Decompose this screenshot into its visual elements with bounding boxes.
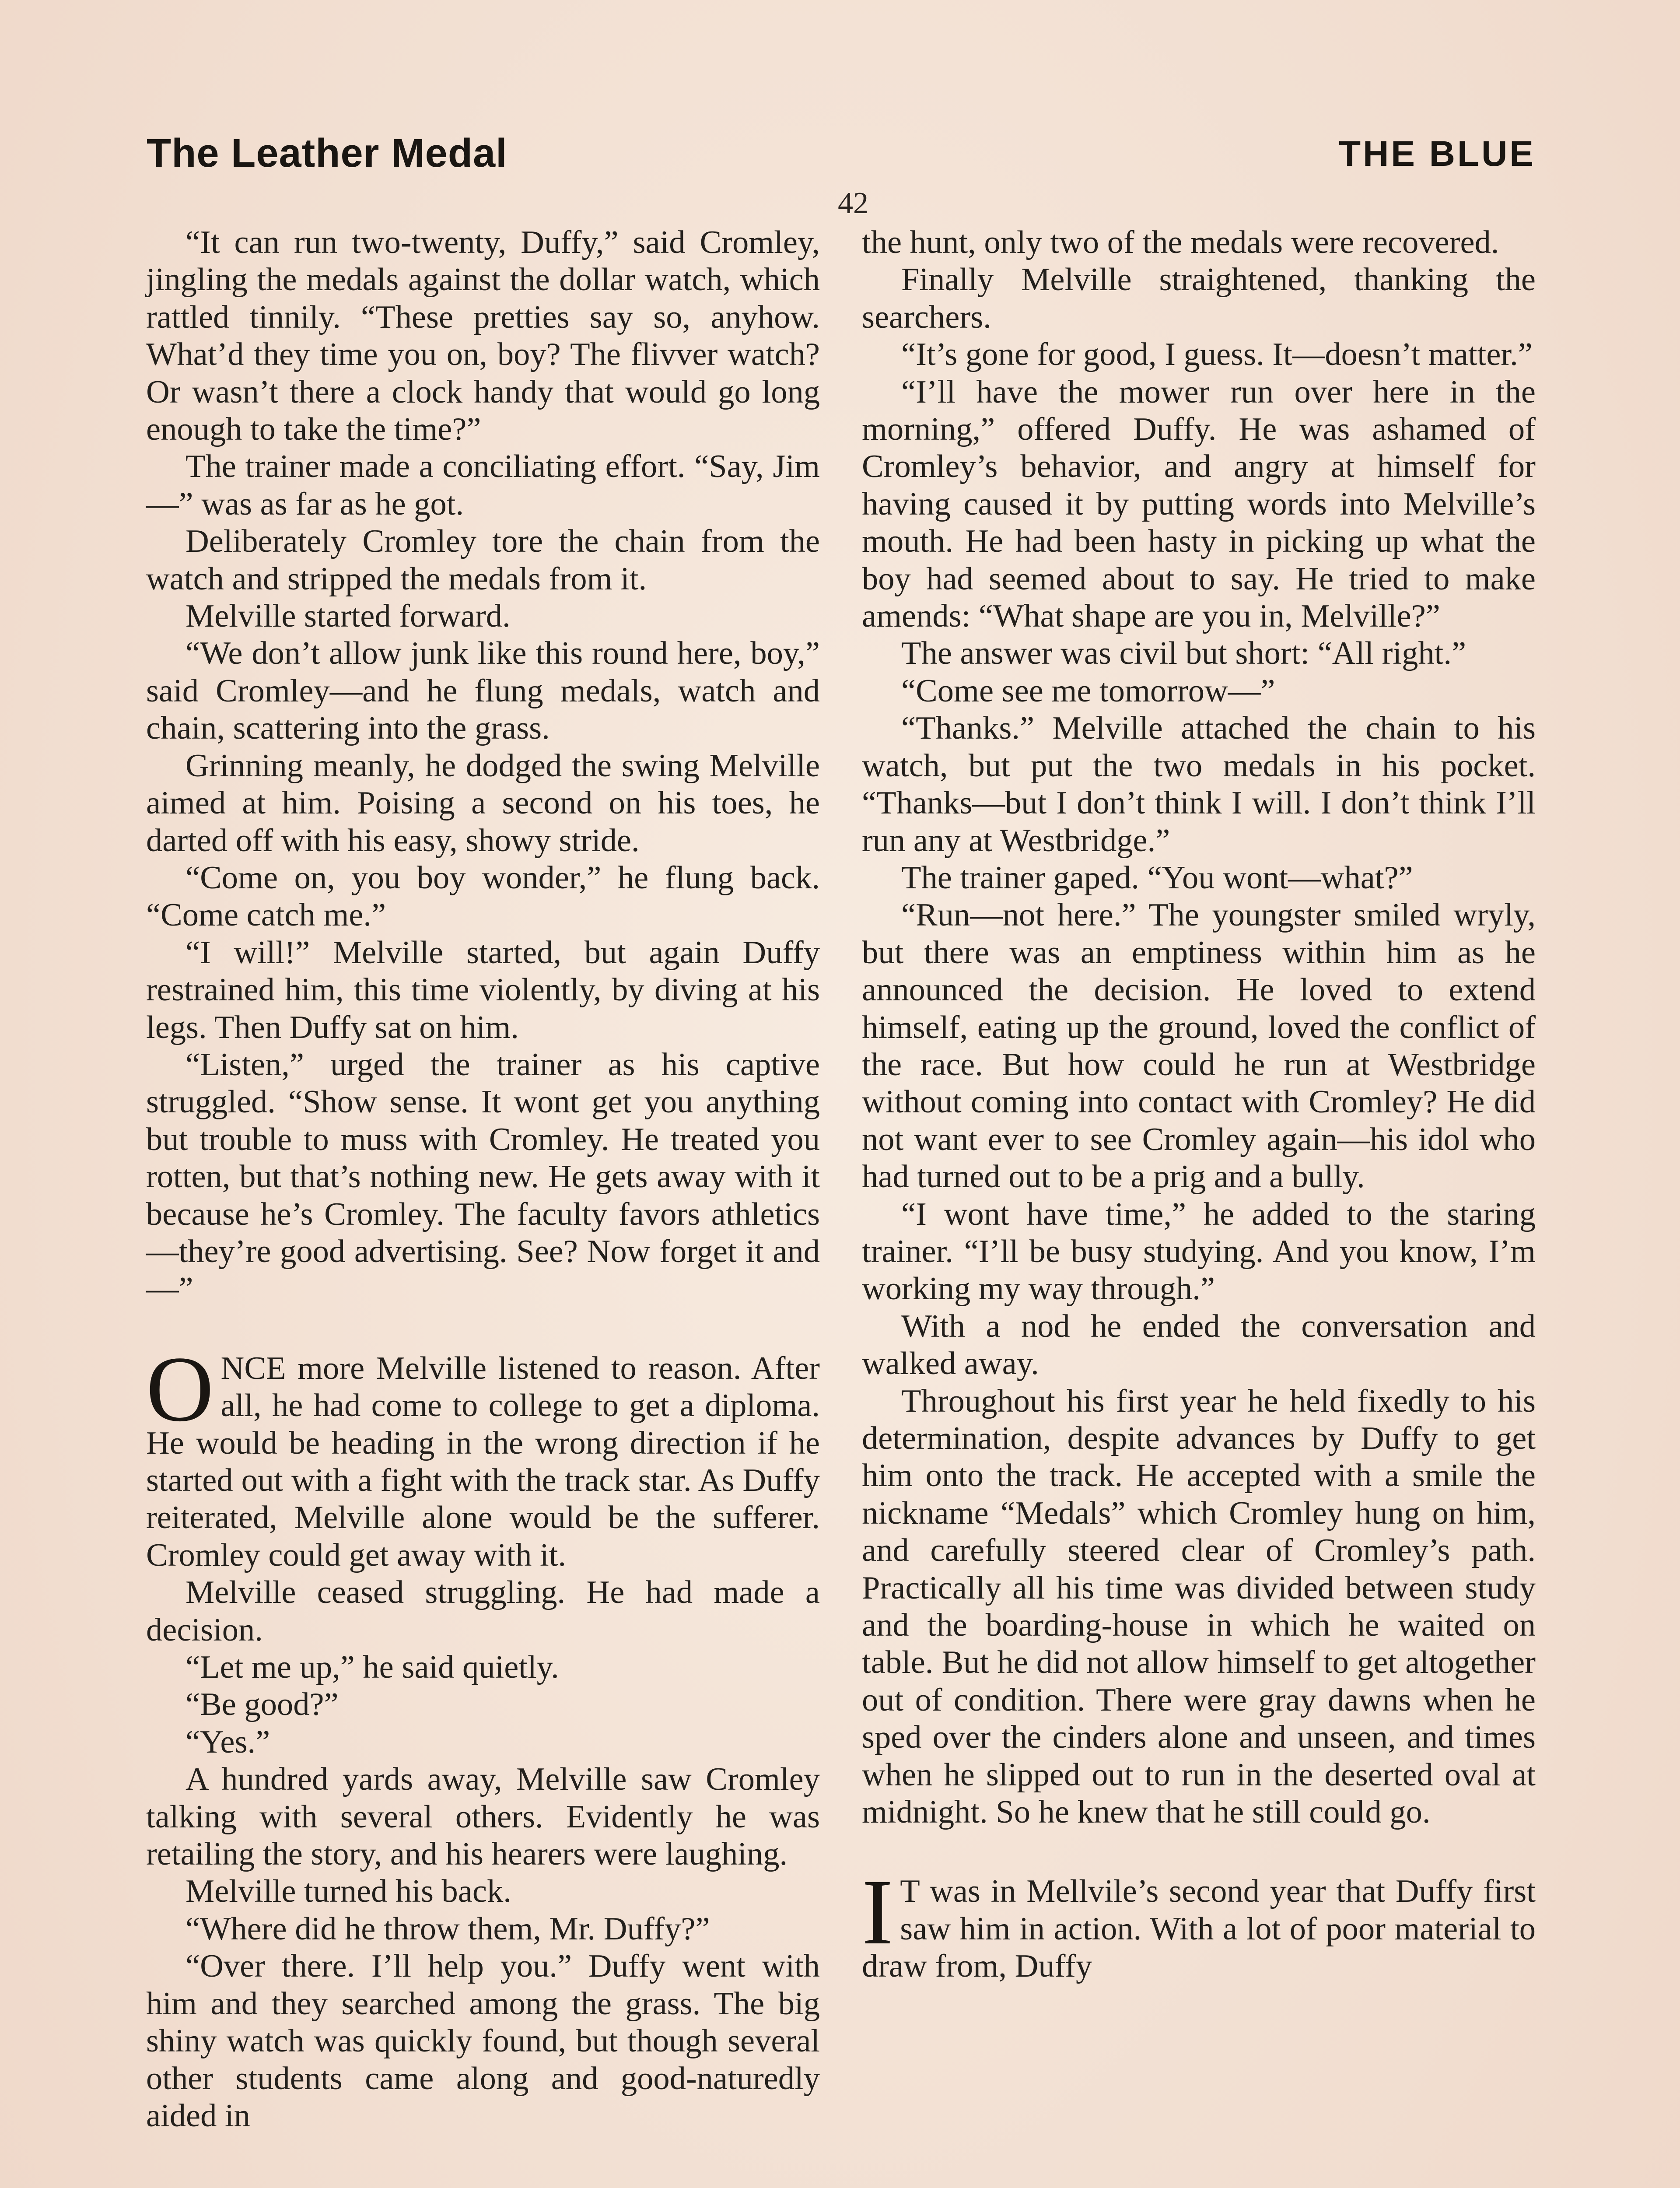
paragraph: “Over there. I’ll help you.” Duffy went with him and they searched among the grass. The big shiny watch was quickly found, but though several other students came along and good-naturedly aided in (146, 1948, 820, 2134)
paragraph: Deliberately Cromley tore the chain from the watch and stripped the medals from it. (146, 523, 820, 597)
paragraph: The trainer made a conciliating effort. “Say, Jim—” was as far as he got. (146, 449, 820, 522)
paragraph: “Listen,” urged the trainer as his captive struggled. “Show sense. It wont get you anything but trouble to muss with Cromley. He treated you rotten, but that’s nothing new. He gets away with it because he’s Cromley. The faculty favors athletics—they’re good advertising. See? Now forget it and—” (146, 1046, 820, 1307)
drop-cap: I (862, 1860, 893, 1964)
section-opening-text: NCE more Melville listened to reason. After all, he had come to college to get a diploma. He would be heading in the wrong direction if he started out with a fight with the track star. As Duffy reiterated, Melville alone would be the sufferer. Cromley could get away with it. (146, 1350, 820, 1573)
paragraph: “Let me up,” he said quietly. (186, 1649, 559, 1686)
paragraph: “Where did he throw them, Mr. Duffy?” (186, 1911, 710, 1947)
continued-paragraph: the hunt, only two of the medals were recovered. (862, 224, 1499, 260)
paragraph: Melville turned his back. (186, 1873, 511, 1910)
paragraph: “Yes.” (186, 1724, 270, 1760)
right-text-column (862, 224, 1536, 1985)
paragraph: Throughout his first year he held fixedly to his determination, despite advances by Duffy to get him onto the track. He accepted with a smile the nickname “Medals” which Cromley hung on him, and carefully steered clear of Cromley’s path. Practically all his time was divided between study and the boarding-house in which he waited on table. But he did not allow himself to get altogether out of condition. There were gray dawns when he sped over the cinders alone and unseen, and times when he slipped out to run in the deserted oval at midnight. So he knew that he still could go. (862, 1383, 1536, 1830)
section-break (862, 1831, 1536, 1873)
paragraph: With a nod he ended the conversation and walked away. (862, 1308, 1536, 1382)
section-break (146, 1308, 820, 1350)
paragraph: “Thanks.” Melville attached the chain to his watch, but put the two medals in his pocket. “Thanks—but I don’t think I will. I don’t think I’ll run any at Westbridge.” (862, 710, 1536, 859)
paragraph: “Come on, you boy wonder,” he flung back. “Come catch me.” (146, 859, 820, 933)
magazine-name: THE BLUE (1339, 134, 1536, 174)
paragraph: Finally Melville straightened, thanking the searchers. (862, 262, 1536, 335)
paragraph: Melville ceased struggling. He had made a decision. (146, 1574, 820, 1648)
page-number: 42 (838, 186, 868, 220)
section-opening-text: T was in Mellvile’s second year that Duffy first saw him in action. With a lot of poor material to draw from, Duffy (862, 1873, 1536, 1985)
left-text-column (146, 224, 820, 2135)
paragraph: Grinning meanly, he dodged the swing Melville aimed at him. Poising a second on his toes, he darted off with his easy, showy stride. (146, 747, 820, 859)
section-opening-paragraph (146, 1337, 820, 1574)
paragraph: A hundred yards away, Melville saw Cromley talking with several others. Evidently he was retailing the story, and his hearers were laughing. (146, 1761, 820, 1872)
paragraph: “I wont have time,” he added to the staring trainer. “I’ll be busy studying. And you know, I’m working my way through.” (862, 1196, 1536, 1307)
paragraph: Melville started forward. (186, 598, 511, 635)
story-title: The Leather Medal (147, 131, 508, 175)
paragraph: “I’ll have the mower run over here in the morning,” offered Duffy. He was ashamed of Cromley’s behavior, and angry at himself for having caused it by putting words into Melville’s mouth. He had been hasty in picking up what the boy had seemed about to say. He tried to make amends: “What shape are you in, Melville?” (862, 374, 1536, 635)
paragraph: “We don’t allow junk like this round here, boy,” said Cromley—and he flung medals, watch and chain, scattering into the grass. (146, 635, 820, 747)
paragraph: “It can run two-twenty, Duffy,” said Cromley, jingling the medals against the dollar watch, which rattled tinnily. “These pretties say so, anyhow. What’d they time you on, boy? The flivver watch? Or wasn’t there a clock handy that would go long enough to take the time?” (146, 224, 820, 448)
paragraph: The trainer gaped. “You wont—what?” (901, 859, 1413, 896)
paragraph: “It’s gone for good, I guess. It—doesn’t matter.” (901, 337, 1533, 373)
paragraph: “Be good?” (186, 1687, 339, 1723)
paragraph: “Come see me tomorrow—” (901, 673, 1275, 709)
paragraph: “Run—not here.” The youngster smiled wryly, but there was an emptiness within him as he announced the decision. He loved to extend himself, eating up the ground, loved the conflict of the race. But how could he run at Westbridge without coming into contact with Cromley? He did not want ever to see Cromley again—his idol who had turned out to be a prig and a bully. (862, 897, 1536, 1195)
section-opening-paragraph (862, 1860, 1536, 1985)
paragraph: The answer was civil but short: “All right.” (901, 635, 1466, 672)
drop-cap: O (146, 1337, 214, 1441)
paragraph: “I will!” Melville started, but again Duffy restrained him, this time violently, by diving at his legs. Then Duffy sat on him. (146, 934, 820, 1045)
